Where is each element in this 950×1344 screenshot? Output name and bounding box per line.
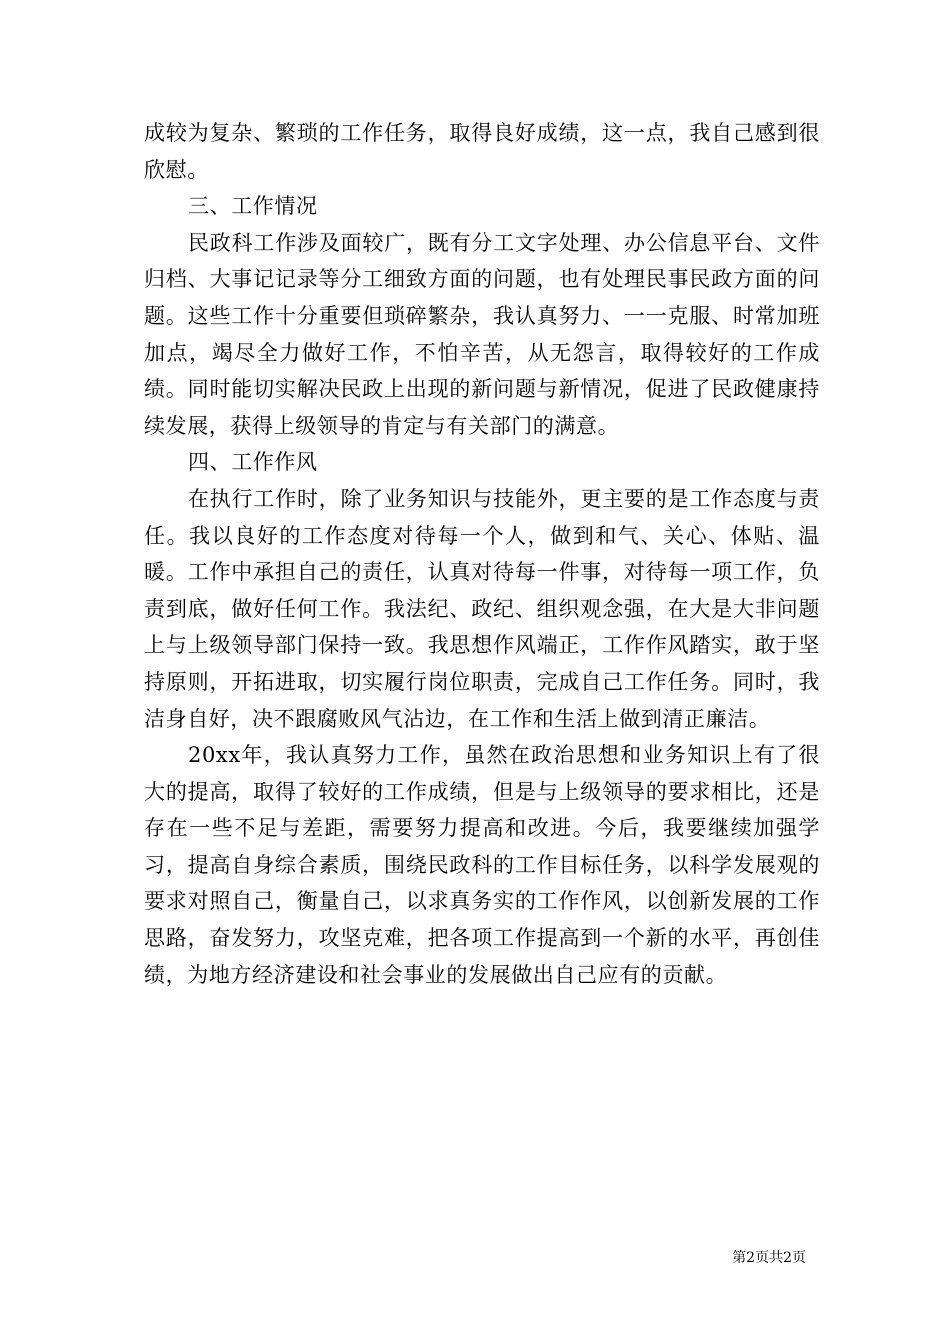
section-heading-work-style: 四、工作作风 <box>188 450 318 475</box>
paragraph-conclusion: 20xx年，我认真努力工作，虽然在政治思想和业务知识上有了很大的提高，取得了较好的工作成绩，但是与上级领导的要求相比，还是存在一些不足与差距，需要努力提高和改进。今后，我要继续加强学习，提高自身综合素质，围绕民政科的工作目标任务，以科学发展观的要求对照自己，衡量自己，以求真务实的工作作风，以创新发展的工作思路，奋发努力，攻坚克难，把各项工作提高到一个新的水平，再创佳绩，为地方经济建设和社会事业的发展做出自己应有的贡献。 <box>144 743 820 987</box>
page-number-footer: 第2页共2页 <box>732 1250 806 1266</box>
continuation-paragraph: 成较为复杂、繁琐的工作任务，取得良好成绩，这一点，我自己感到很欣慰。 <box>144 121 820 182</box>
section-heading-work-situation: 三、工作情况 <box>188 194 318 219</box>
paragraph-work-situation: 民政科工作涉及面较广，既有分工文字处理、办公信息平台、文件归档、大事记记录等分工细致方面的问题，也有处理民事民政方面的问题。这些工作十分重要但琐碎繁杂，我认真努力、一一克服、时常加班加点，竭尽全力做好工作，不怕辛苦，从无怨言，取得较好的工作成绩。同时能切实解决民政上出现的新问题与新情况，促进了民政健康持续发展，获得上级领导的肯定与有关部门的满意。 <box>144 230 820 438</box>
paragraph-work-style: 在执行工作时，除了业务知识与技能外，更主要的是工作态度与责任。我以良好的工作态度对待每一个人，做到和气、关心、体贴、温暖。工作中承担自己的责任，认真对待每一件事，对待每一项工作，负责到底，做好任何工作。我法纪、政纪、组织观念强，在大是大非问题上与上级领导部门保持一致。我思想作风端正，工作作风踏实，敢于坚持原则，开拓进取，切实履行岗位职责，完成自己工作任务。同时，我洁身自好，决不跟腐败风气沾边，在工作和生活上做到清正廉洁。 <box>144 486 820 731</box>
document-body <box>144 115 820 993</box>
